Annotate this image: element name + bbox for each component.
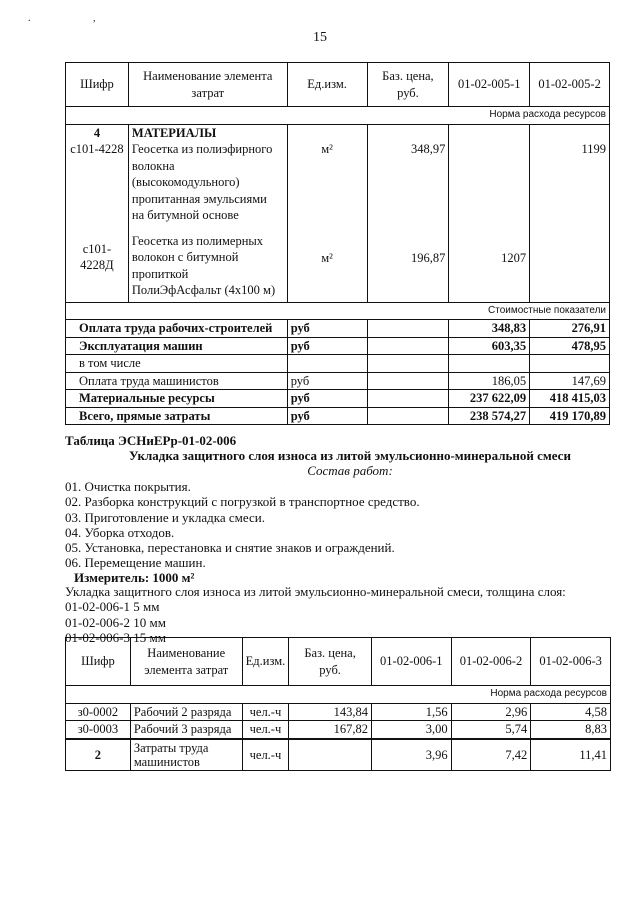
meter: Измеритель: 1000 м²: [74, 570, 195, 585]
col-header-unit: Ед.изм.: [287, 63, 367, 107]
cost-label: Стоимостные показатели: [66, 302, 610, 320]
resource-table-006: [65, 637, 611, 771]
col-header-price: Баз. цена, руб.: [367, 63, 449, 107]
cost-row: Эксплуатация машин руб 603,35 478,95: [66, 337, 610, 355]
table-header-row: [66, 63, 610, 107]
col-header-v2: 01-02-005-2: [530, 63, 610, 107]
section-title: МАТЕРИАЛЫ: [131, 125, 217, 140]
list-item: 02. Разборка конструкций с погрузкой в транспортное средство.: [65, 494, 420, 510]
item-name-line: волокна: [131, 158, 175, 173]
item-name-line: волокон с битумной: [131, 250, 239, 264]
table-row: з0-0002 Рабочий 2 разряда чел.-ч 143,84 1,56 2,96 4,58: [66, 703, 611, 721]
variant-item: 01-02-006-1 5 мм: [65, 599, 160, 615]
materials-block: [66, 124, 610, 302]
description: Укладка защитного слоя износа из литой эмульсионно-минеральной смеси, толщина слоя:: [65, 584, 566, 599]
list-item: 01. Очистка покрытия.: [65, 479, 191, 494]
cost-row: в том числе: [66, 355, 610, 373]
variants-block: [65, 584, 566, 645]
table-row: з0-0003 Рабочий 3 разряда чел.-ч 167,82 3,00 5,74 8,83: [66, 721, 611, 739]
item-name-line: на битумной основе: [131, 208, 239, 222]
col-header-name: Наименование элемента затрат: [130, 638, 242, 686]
item-unit: м²: [321, 142, 333, 156]
variant-item: 01-02-006-3 15 мм: [65, 629, 166, 645]
norm-label: Норма расхода ресурсов: [66, 686, 611, 704]
list-item: 06. Перемещение машин.: [65, 555, 206, 571]
col-header-unit: Ед.изм.: [242, 638, 289, 686]
item-code: с101-: [82, 241, 112, 256]
col-header-v1: 01-02-005-1: [449, 63, 530, 107]
table-id: Таблица ЭСНиЕРр-01-02-006: [65, 433, 237, 448]
item-value-v1: 1207: [501, 250, 527, 265]
item-value-v2: 1199: [581, 142, 606, 156]
item-name-line: пропитанная эмульсиями: [131, 191, 267, 206]
item-name-line: (высокомодульного): [131, 175, 240, 189]
col-header-v1: 01-02-006-1: [371, 638, 451, 686]
col-header-code: Шифр: [66, 63, 129, 107]
col-header-v3: 01-02-006-3: [531, 638, 611, 686]
item-price: 348,97: [410, 142, 446, 156]
item-name-line: Геосетка из полиэфирного: [131, 142, 273, 156]
col-header-code: Шифр: [66, 638, 131, 686]
cost-row: Оплата труда машинистов руб 186,05 147,69: [66, 372, 610, 390]
col-header-name: Наименование элемента затрат: [128, 63, 287, 107]
item-name-line: ПолиЭфАсфальт (4x100 м): [131, 283, 276, 297]
scan-marks: . ,: [28, 13, 126, 24]
list-item: 03. Приготовление и укладка смеси.: [65, 509, 265, 525]
item-price: 196,87: [410, 250, 446, 265]
resource-table-005: [65, 62, 610, 425]
section-number: 4: [93, 125, 101, 140]
works-list: [65, 479, 420, 571]
section-subtitle: Состав работ:: [307, 463, 393, 478]
variant-item: 01-02-006-2 10 мм: [65, 614, 166, 630]
list-item: 04. Уборка отходов.: [65, 524, 175, 540]
item-name-line: пропиткой: [131, 266, 189, 281]
cost-row: Всего, прямые затраты руб 238 574,27 419 170,89: [66, 407, 610, 425]
section-title: Укладка защитного слоя износа из литой эмульсионно-минеральной смеси: [129, 448, 571, 463]
cost-row: Оплата труда рабочих-строителей руб 348,83 276,91: [66, 320, 610, 338]
item-code: 4228Д: [80, 258, 114, 272]
col-header-price: Баз. цена, руб.: [289, 638, 372, 686]
item-code: с101-4228: [70, 142, 124, 156]
table-header-row: [66, 638, 611, 686]
cost-row: Материальные ресурсы руб 237 622,09 418 415,03: [66, 390, 610, 408]
table-row-total: 2 Затраты труда машинистов чел.-ч 3,96 7,42 11,41: [66, 739, 611, 771]
norm-label: Норма расхода ресурсов: [66, 107, 610, 125]
col-header-v2: 01-02-006-2: [451, 638, 531, 686]
item-name-line: Геосетка из полимерных: [131, 233, 264, 248]
page-number: 15: [313, 30, 327, 45]
item-unit: м²: [321, 250, 333, 265]
item-value-v1: [452, 141, 526, 158]
list-item: 05. Установка, перестановка и снятие знаков и ограждений.: [65, 540, 395, 556]
